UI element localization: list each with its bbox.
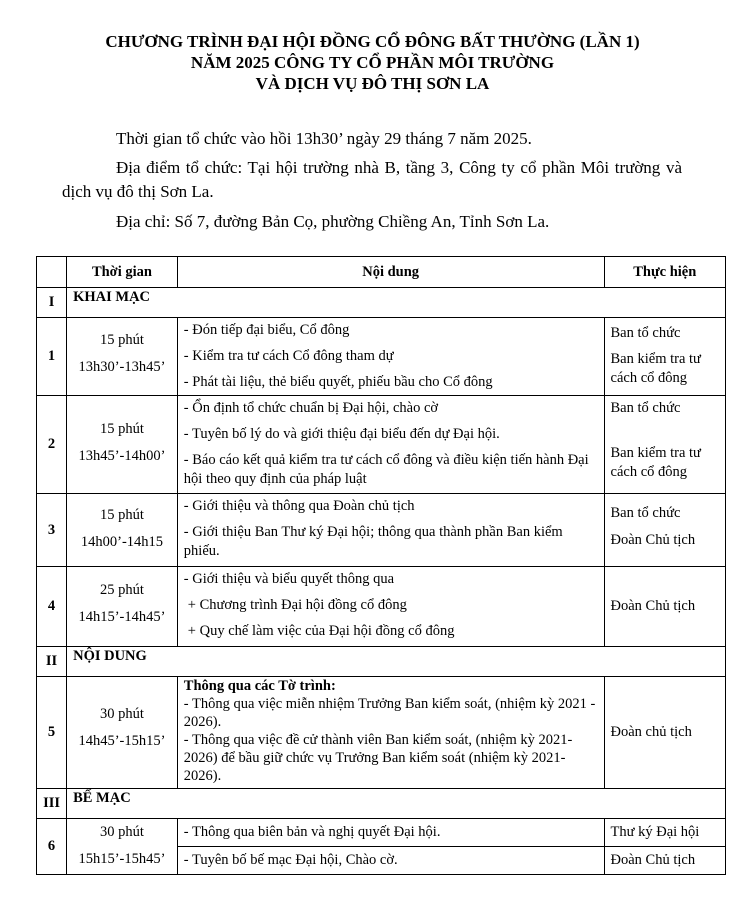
info-place-text: Địa điểm tổ chức: Tại hội trường nhà B, tầng 3, Công ty cổ phần Môi trường và dịch vụ đô thị Sơn La. [62,158,682,201]
content-line: - Giới thiệu và biểu quyết thông qua [183,571,395,587]
row-duration: 30 phút [99,706,144,722]
info-address-text: Địa chỉ: Số 7, đường Bản Cọ, phường Chiềng An, Tỉnh Sơn La. [116,212,550,231]
exec-line: Ban tổ chức [610,505,681,521]
exec-line: Ban tổ chức [610,325,681,341]
content-line: - Đón tiếp đại biểu, Cổ đông [183,322,350,338]
row-no: 3 [37,494,67,567]
content-line: + Chương trình Đại hội đồng cổ đông [187,597,407,613]
row-time [67,318,178,396]
exec-line: Đoàn Chủ tịch [610,598,696,614]
table-row [37,494,726,567]
section-no: II [37,647,67,677]
info-time [62,127,682,151]
row-content [177,318,604,396]
section-row-closing [37,789,726,819]
row-duration: 15 phút [99,421,144,437]
program-table [36,256,726,875]
section-label: BẾ MẠC [67,789,726,819]
content-line: - Thông qua biên bản và nghị quyết Đại hội. [183,824,441,840]
row-no: 2 [37,396,67,494]
header-exec: Thực hiện [604,257,725,288]
document-title [0,31,745,94]
row-no: 1 [37,318,67,396]
row-range: 15h15’-15h45’ [78,851,166,867]
row-content [177,819,604,847]
content-line: - Phát tài liệu, thẻ biểu quyết, phiếu bầu cho Cổ đông [183,374,493,390]
row-exec [604,567,725,647]
row-exec [604,819,725,847]
row-content [177,494,604,567]
row-range: 13h30’-13h45’ [78,359,166,375]
row-time [67,494,178,567]
table-row [37,677,726,789]
row-range: 14h00’-14h15 [80,534,164,550]
row-range: 14h45’-15h15’ [78,733,166,749]
section-row-opening [37,288,726,318]
table-row [37,567,726,647]
title-line-3: VÀ DỊCH VỤ ĐÔ THỊ SƠN LA [255,74,490,93]
table-header-row [37,257,726,288]
row-duration: 15 phút [99,332,144,348]
row-content [177,847,604,875]
exec-line: Đoàn chủ tịch [610,724,692,740]
content-line: - Thông qua việc đề cử thành viên Ban kiểm soát, (nhiệm kỳ 2021-2026) để bầu giữ chức vụ Trưởng Ban kiểm soát (nhiệm kỳ 2021-2026). [183,732,573,784]
exec-line: Ban kiểm tra tư cách cổ đông [610,445,701,480]
row-exec [604,847,725,875]
row-time [67,567,178,647]
row-no: 6 [37,819,67,875]
info-time-text: Thời gian tổ chức vào hồi 13h30’ ngày 29 tháng 7 năm 2025. [116,129,532,148]
section-row-content [37,647,726,677]
row-exec [604,677,725,789]
title-line-2: NĂM 2025 CÔNG TY CỔ PHẦN MÔI TRƯỜNG [190,53,555,72]
header-content: Nội dung [177,257,604,288]
row-exec [604,494,725,567]
header-no [37,257,67,288]
content-line: - Tuyên bố lý do và giới thiệu đại biểu đến dự Đại hội. [183,426,500,442]
row-no: 4 [37,567,67,647]
row-content [177,677,604,789]
exec-line: Đoàn Chủ tịch [610,852,696,868]
exec-line: Ban kiểm tra tư cách cổ đông [610,351,701,386]
content-line: - Giới thiệu và thông qua Đoàn chủ tịch [183,498,415,514]
row-duration: 15 phút [99,507,144,523]
header-time: Thời gian [67,257,178,288]
content-line: - Giới thiệu Ban Thư ký Đại hội; thông qua thành phần Ban kiểm phiếu. [183,524,563,559]
row-range: 13h45’-14h00’ [78,448,166,464]
content-line: - Kiểm tra tư cách Cổ đông tham dự [183,348,394,364]
info-address [62,210,682,234]
section-label: KHAI MẠC [67,288,726,318]
row-content [177,567,604,647]
content-line: - Báo cáo kết quả kiểm tra tư cách cổ đông và điều kiện tiến hành Đại hội theo quy định của pháp luật [183,452,589,487]
content-line: + Quy chế làm việc của Đại hội đồng cổ đông [187,623,455,639]
section-label: NỘI DUNG [67,647,726,677]
content-line: - Tuyên bố bế mạc Đại hội, Chào cờ. [183,852,398,868]
section-no: I [37,288,67,318]
content-line: - Thông qua việc miễn nhiệm Trưởng Ban kiểm soát, (nhiệm kỳ 2021 - 2026). [183,696,596,730]
exec-line: Thư ký Đại hội [610,824,700,840]
content-line: - Ổn định tổ chức chuẩn bị Đại hội, chào cờ [183,400,439,416]
content-heading: Thông qua các Tờ trình: [183,678,336,694]
row-time [67,819,178,875]
row-time [67,677,178,789]
row-range: 14h15’-14h45’ [78,609,166,625]
row-duration: 25 phút [99,582,144,598]
title-line-1: CHƯƠNG TRÌNH ĐẠI HỘI ĐỒNG CỔ ĐÔNG BẤT THƯỜNG (LẦN 1) [105,32,640,51]
info-place [62,156,682,204]
row-content [177,396,604,494]
table-row [37,396,726,494]
row-time [67,396,178,494]
exec-line: Ban tổ chức [610,400,681,416]
table-row [37,819,726,847]
row-no: 5 [37,677,67,789]
table-row [37,318,726,396]
section-no: III [37,789,67,819]
row-duration: 30 phút [99,824,144,840]
row-exec [604,318,725,396]
row-exec [604,396,725,494]
exec-line: Đoàn Chủ tịch [610,532,696,548]
